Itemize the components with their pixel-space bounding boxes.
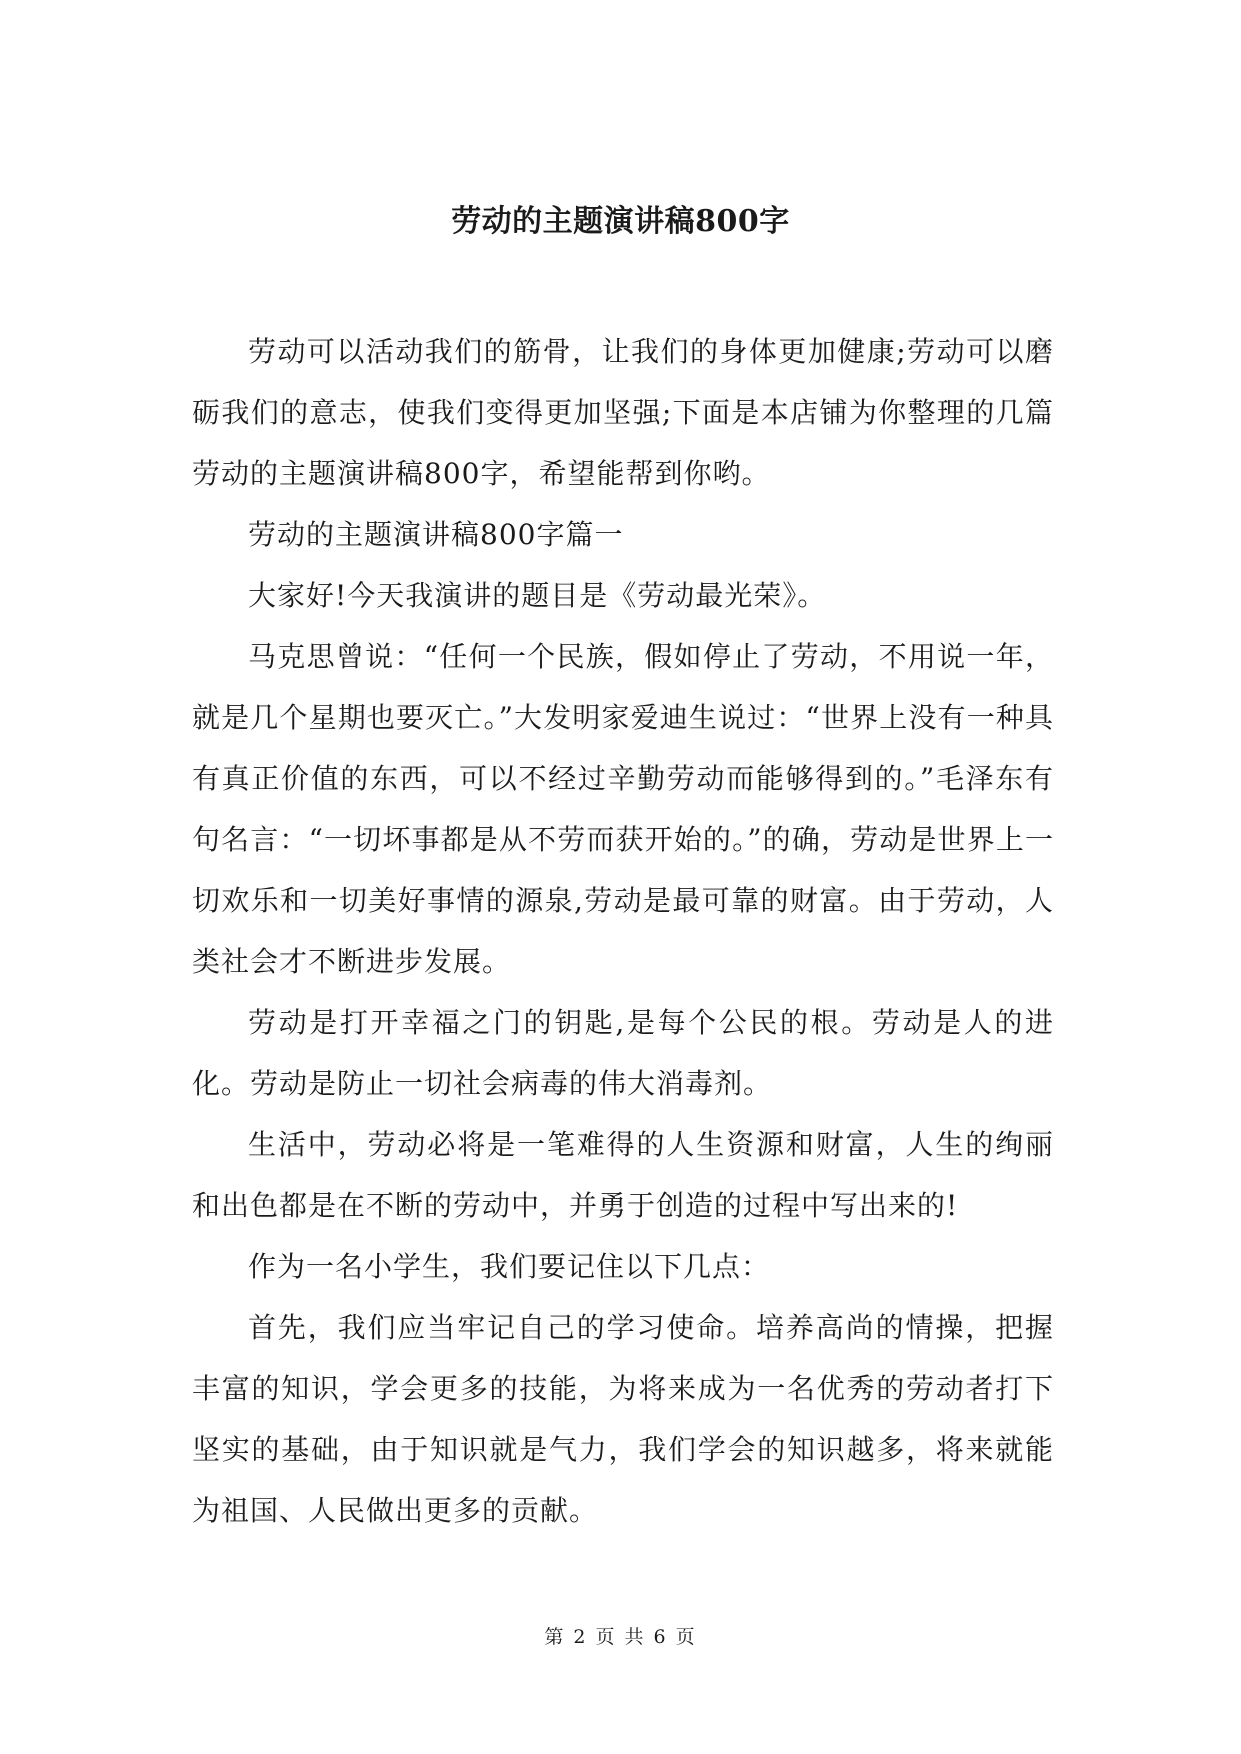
page-number-footer: 第 2 页 共 6 页 xyxy=(544,1626,697,1648)
paragraph-quotes: 马克思曾说：“任何一个民族，假如停止了劳动，不用说一年，就是几个星期也要灭亡。”大发明家爱迪生说过：“世界上没有一种具有真正价值的东西，可以不经过辛勤劳动而能够得到的。”毛泽东有句名言：“一切坏事都是从不劳而获开始的。”的确，劳动是世界上一切欢乐和一切美好事情的源泉,劳动是最可靠的财富。由于劳动，人类社会才不断进步发展。 xyxy=(192,640,1054,978)
paragraph-key: 劳动是打开幸福之门的钥匙,是每个公民的根。劳动是人的进化。劳动是防止一切社会病毒的伟大消毒剂。 xyxy=(192,1006,1054,1100)
document-title: 劳动的主题演讲稿800字 xyxy=(451,204,790,239)
paragraph-greeting: 大家好!今天我演讲的题目是《劳动最光荣》。 xyxy=(248,579,827,612)
section-heading: 劳动的主题演讲稿800字篇一 xyxy=(248,518,624,551)
paragraph-life: 生活中，劳动必将是一笔难得的人生资源和财富，人生的绚丽和出色都是在不断的劳动中，并勇于创造的过程中写出来的! xyxy=(192,1128,1054,1222)
paragraph-first-point: 首先，我们应当牢记自己的学习使命。培养高尚的情操，把握丰富的知识，学会更多的技能，为将来成为一名优秀的劳动者打下坚实的基础，由于知识就是气力，我们学会的知识越多，将来就能为祖国、人民做出更多的贡献。 xyxy=(192,1311,1054,1527)
document-body xyxy=(192,321,1054,1541)
paragraph-points-intro: 作为一名小学生，我们要记住以下几点： xyxy=(248,1250,771,1283)
paragraph-intro: 劳动可以活动我们的筋骨，让我们的身体更加健康;劳动可以磨砺我们的意志，使我们变得更加坚强;下面是本店铺为你整理的几篇劳动的主题演讲稿800字，希望能帮到你哟。 xyxy=(192,335,1054,490)
